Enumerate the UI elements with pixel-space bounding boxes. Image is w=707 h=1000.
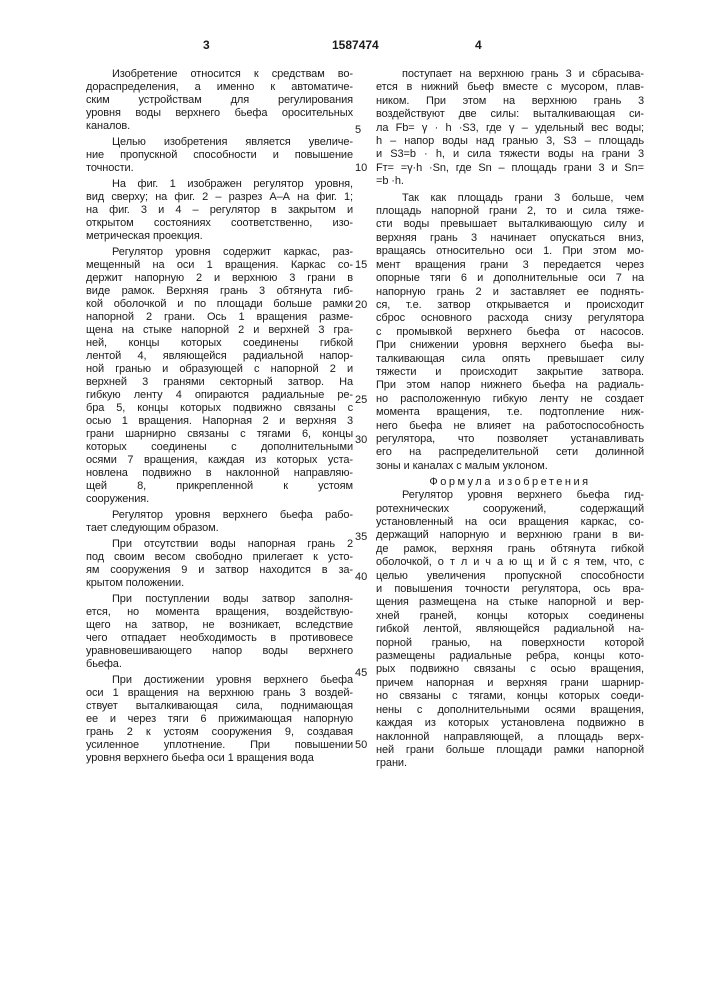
text-line: уровня верхнего бьефа оси 1 вращения вода	[86, 752, 353, 765]
text-line: гибкой лентой, являющейся радиальной на-	[376, 623, 644, 636]
text-line: оси 1 вращения на верхнюю грань 3 воздей-	[86, 687, 353, 700]
margin-line-number: 50	[355, 739, 369, 752]
paragraph	[86, 136, 353, 175]
text-line: поступает на верхнюю грань 3 и сбрасыва-	[376, 68, 644, 81]
text-line: каждая из которых установлена подвижно в	[376, 717, 644, 730]
text-line: открытом состояниях соответственно, изо-	[86, 217, 353, 230]
text-line: вращаясь относительно оси 1. При этом мо-	[376, 245, 644, 258]
text-line: верхняя грань 3 начинает опускаться вниз,	[376, 232, 644, 245]
text-line: воздействуют две силы: выталкивающая си-	[376, 108, 644, 121]
paragraph	[86, 593, 353, 671]
text-line: бьефа.	[86, 658, 353, 671]
text-line: ее и через тяги 6 прижимающая напорную	[86, 713, 353, 726]
text-line: ся, т.е. затвор открывается и происходит	[376, 299, 644, 312]
text-line: ние пропускной способности и повышение	[86, 149, 353, 162]
text-line: ским устройствам для регулирования	[86, 94, 353, 107]
text-line: Регулятор уровня верхнего бьефа рабо-	[86, 509, 353, 522]
margin-line-number: 10	[355, 162, 369, 175]
text-line: мент вращения грани 3 передается через	[376, 259, 644, 272]
text-line: напорной 2 грани. Ось 1 вращения разме-	[86, 311, 353, 324]
text-line: опорные тяги 6 и дополнительные оси 7 на	[376, 272, 644, 285]
text-line: ла Fb= γ · h ·S3, где γ – удельный вес воды;	[376, 122, 644, 135]
margin-line-number: 35	[355, 531, 369, 544]
text-line: причем напорная и верхняя грани шарнир-	[376, 677, 644, 690]
text-line: При отсутствии воды напорная грань 2	[86, 538, 353, 551]
text-line: площадь напорной грани 2, то и сила тяже-	[376, 205, 644, 218]
text-line: осями 7 вращения, каждая из которых уста-	[86, 454, 353, 467]
text-line: метрическая проекция.	[86, 230, 353, 243]
text-line: =b ·h.	[376, 175, 644, 188]
text-line: ется в нижний бьеф вместе с мусором, плав-	[376, 81, 644, 94]
text-line: уровня воды верхнего бьефа оросительных	[86, 107, 353, 120]
claims-heading: Формула изобретения	[376, 475, 644, 489]
text-line: напорную грань 2 и заставляет ее поднять-	[376, 286, 644, 299]
text-line: нены с дополнительными осями вращения,	[376, 704, 644, 717]
paragraph	[86, 538, 353, 590]
text-line: осью 1 вращения. Напорная 2 и верхняя 3	[86, 415, 353, 428]
text-line: ям сооружения 9 и затвор находится в за-	[86, 564, 353, 577]
left-column	[86, 68, 353, 765]
text-line: ствует выталкивающая сила, поднимающая	[86, 700, 353, 713]
text-line: уравновешивающего напор воды верхнего	[86, 645, 353, 658]
text-line: лентой 4, являющейся радиальной напор-	[86, 350, 353, 363]
margin-line-number: 40	[355, 571, 369, 584]
text-line: Целью изобретения является увеличе-	[86, 136, 353, 149]
text-line: ется, но момента вращения, воздействую-	[86, 606, 353, 619]
text-line: размещены радиальные ребра, концы кото-	[376, 650, 644, 663]
text-line: под своим весом свободно прилегает к усто-	[86, 551, 353, 564]
paragraph	[376, 489, 644, 771]
text-line: При этом напор нижнего бьефа на радиаль-	[376, 379, 644, 392]
text-line: При поступлении воды затвор заполня-	[86, 593, 353, 606]
margin-line-number: 45	[355, 667, 369, 680]
text-line: которых соединены с дополнительными	[86, 441, 353, 454]
text-line: Fт= =γ·h ·Sn, где Sn – площадь грани 3 и Sn=	[376, 162, 644, 175]
text-line: ной гранью и образующей с напорной 2 и	[86, 363, 353, 376]
text-line: но расположенную гибкую ленту не создает	[376, 393, 644, 406]
text-line: сооружения.	[86, 493, 353, 506]
text-line: h – напор воды над гранью 3, S3 – площадь	[376, 135, 644, 148]
text-line: Регулятор уровня содержит каркас, раз-	[86, 246, 353, 259]
text-line: крытом положении.	[86, 577, 353, 590]
text-line: установленный на оси вращения каркас, со-	[376, 516, 644, 529]
text-line: с промывкой верхнего бьефа от насосов.	[376, 326, 644, 339]
text-line: ней грани больше площади рамки напорной	[376, 744, 644, 757]
text-line: Регулятор уровня верхнего бьефа гид-	[376, 489, 644, 502]
margin-line-number: 30	[355, 434, 369, 447]
paragraph	[86, 178, 353, 243]
text-line: зоны и каналах с малым уклоном.	[376, 460, 644, 473]
paragraph	[86, 68, 353, 133]
text-line: дораспределения, а именно к автоматиче-	[86, 81, 353, 94]
text-line: На фиг. 1 изображен регулятор уровня,	[86, 178, 353, 191]
text-line: оболочкой, о т л и ч а ю щ и й с я тем, что, с	[376, 556, 644, 569]
text-line: грани.	[376, 757, 644, 770]
text-line: Изобретение относится к средствам во-	[86, 68, 353, 81]
text-line: момента вращения, т.е. подтопление ниж-	[376, 406, 644, 419]
text-line: на фиг. 3 и 4 – регулятор в закрытом и	[86, 204, 353, 217]
claims-text	[376, 489, 644, 771]
text-line: чего отпадает необходимость в противовесе	[86, 632, 353, 645]
text-line: его на распределительной сети долинной	[376, 446, 644, 459]
paragraph	[86, 246, 353, 506]
paragraph	[86, 674, 353, 765]
text-line: держащий напорную и верхнюю грани в ви-	[376, 529, 644, 542]
description-continued	[376, 68, 644, 473]
text-line: виде рамок. Верхняя грань 3 обтянута гиб-	[86, 285, 353, 298]
text-line: При снижении уровня верхнего бьефа вы-	[376, 339, 644, 352]
margin-line-number: 25	[355, 394, 369, 407]
text-line: щей 8, прикрепленной к устоям	[86, 480, 353, 493]
text-line: сти воды превышает выталкивающую силу и	[376, 218, 644, 231]
text-line: целью увеличения пропускной способности	[376, 570, 644, 583]
paragraph	[376, 192, 644, 474]
text-line: мещенный на оси 1 вращения. Каркас со-	[86, 259, 353, 272]
text-line: верхней 3 гранями секторный затвор. На	[86, 376, 353, 389]
margin-line-number: 20	[355, 299, 369, 312]
text-line: точности.	[86, 162, 353, 175]
text-line: и S3=b · h, и сила тяжести воды на грани 3	[376, 148, 644, 161]
text-line: грань 2 к устоям сооружения 9, создавая	[86, 726, 353, 739]
text-line: рых подвижно связаны с осью вращения,	[376, 663, 644, 676]
page-number-left: 3	[203, 38, 210, 52]
text-line: него бьефа не влияет на работоспособность	[376, 420, 644, 433]
margin-line-number: 15	[355, 259, 369, 272]
text-line: ником. При этом на верхнюю грань 3	[376, 95, 644, 108]
text-line: гибкую ленту 4 опираются радиальные ре-	[86, 389, 353, 402]
page-number-right: 4	[475, 38, 482, 52]
patent-number: 1587474	[332, 38, 379, 52]
paragraph	[86, 509, 353, 535]
margin-line-number: 5	[355, 124, 369, 137]
text-line: вид сверху; на фиг. 2 – разрез А–А на фиг. 1;	[86, 191, 353, 204]
text-line: порной гранью, на поверхности которой	[376, 637, 644, 650]
text-line: и повышения точности регулятора, ось вра-	[376, 583, 644, 596]
text-line: При достижении уровня верхнего бьефа	[86, 674, 353, 687]
text-line: грани шарнирно связаны с тягами 6, концы	[86, 428, 353, 441]
text-line: щена на стыке напорной 2 и верхней 3 гра-	[86, 324, 353, 337]
text-line: усиленное уплотнение. При повышении	[86, 739, 353, 752]
text-line: щего на затвор, не возникает, вследствие	[86, 619, 353, 632]
text-line: регулятора, что позволяет устанавливать	[376, 433, 644, 446]
text-line: наклонной направляющей, а площадь верх-	[376, 731, 644, 744]
text-line: кой оболочкой и по площади больше рамки	[86, 298, 353, 311]
text-line: хней граней, концы которых соединены	[376, 610, 644, 623]
text-line: держит напорную 2 и верхнюю 3 грани в	[86, 272, 353, 285]
text-line: Так как площадь грани 3 больше, чем	[376, 192, 644, 205]
text-line: ней, концы которых соединены гибкой	[86, 337, 353, 350]
text-line: тает следующим образом.	[86, 522, 353, 535]
text-line: щения размещена на стыке напорной и вер-	[376, 596, 644, 609]
text-line: де рамок, верхняя грань обтянута гибкой	[376, 543, 644, 556]
text-line: сброс основного расхода снизу регулятора	[376, 312, 644, 325]
text-line: но связаны с тягами, концы которых соеди-	[376, 690, 644, 703]
text-line: ротехнических сооружений, содержащий	[376, 503, 644, 516]
text-line: талкивающая сила опять превышает силу	[376, 353, 644, 366]
right-column	[376, 68, 644, 771]
text-line: тяжести и происходит закрытие затвора.	[376, 366, 644, 379]
paragraph	[376, 68, 644, 189]
text-line: новлена подвижно в наклонной направляю-	[86, 467, 353, 480]
text-line: бра 5, концы которых подвижно связаны с	[86, 402, 353, 415]
text-line: каналов.	[86, 120, 353, 133]
